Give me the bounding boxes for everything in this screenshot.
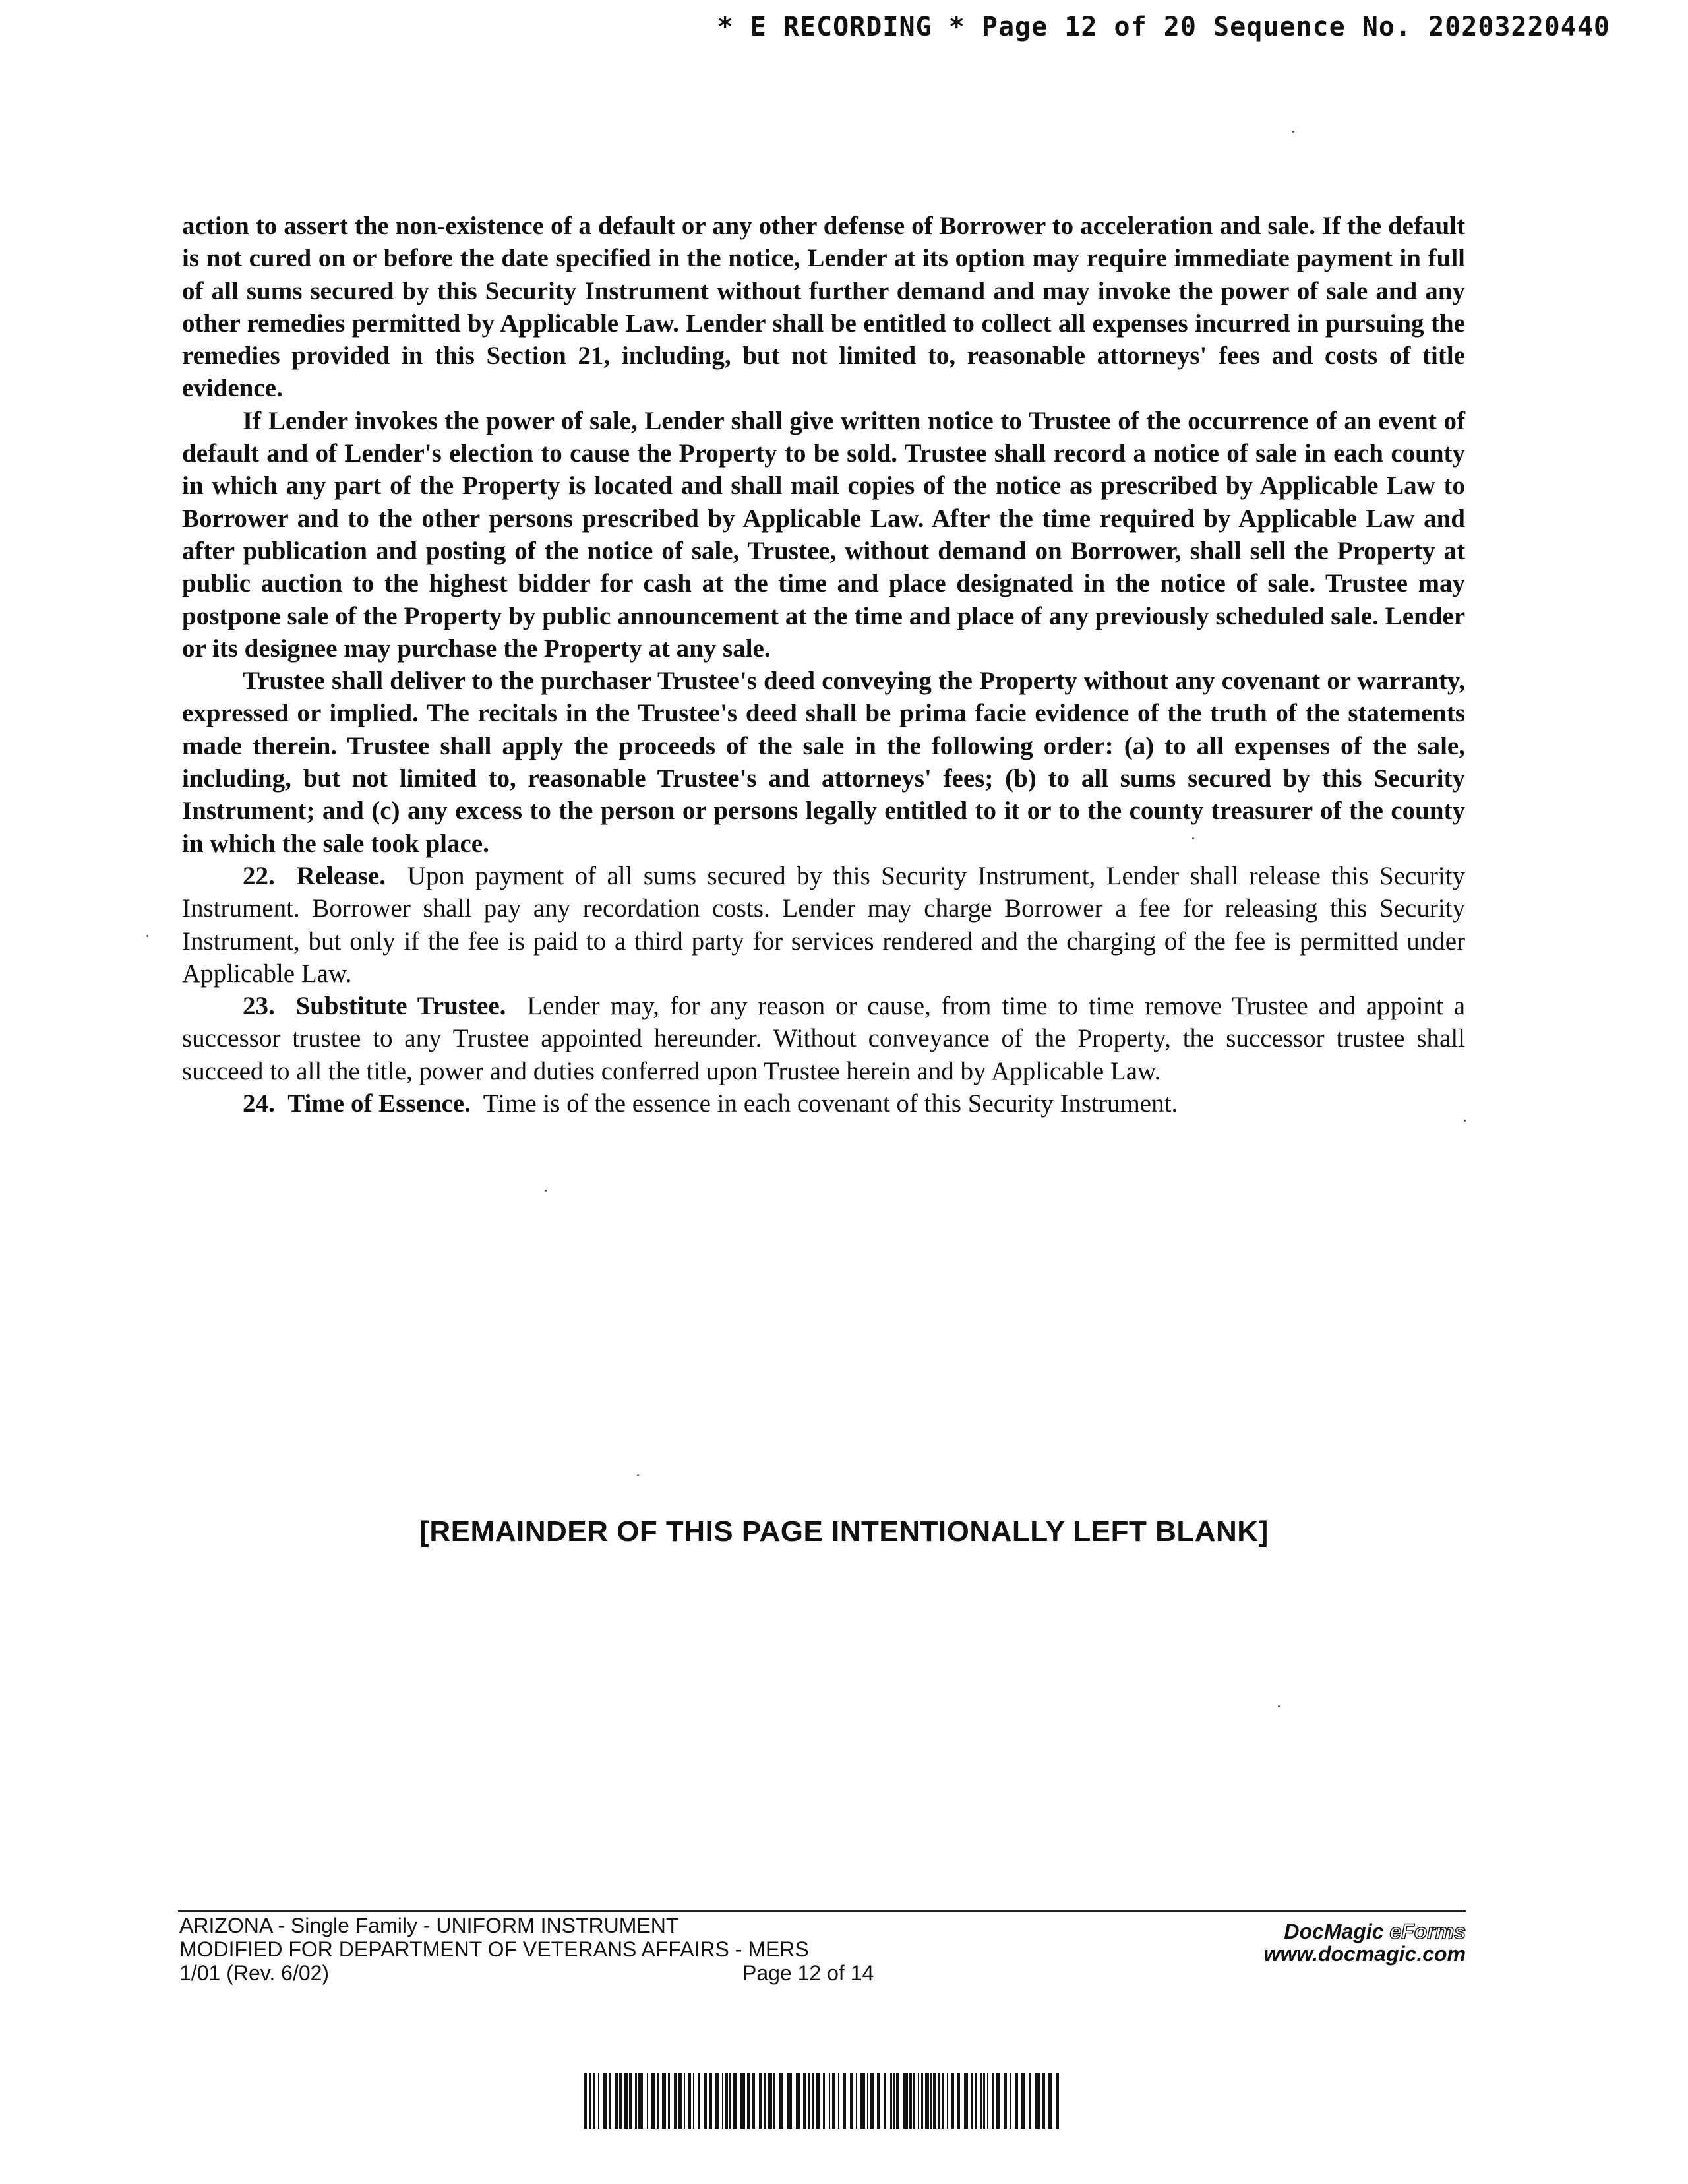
scan-speck — [1292, 131, 1294, 133]
barcode-bar — [668, 2073, 670, 2129]
barcode-bar — [709, 2073, 712, 2129]
brand-name: DocMagic — [1284, 1920, 1384, 1943]
scan-speck — [146, 935, 148, 937]
barcode-bar — [971, 2073, 973, 2129]
barcode-bar — [933, 2073, 936, 2129]
barcode-bar — [715, 2073, 719, 2129]
barcode-bar — [983, 2073, 985, 2129]
scan-speck — [1464, 1120, 1466, 1122]
barcode-bar — [921, 2073, 923, 2129]
barcode-bar — [832, 2073, 835, 2129]
barcode-bar — [796, 2073, 800, 2129]
recording-header: * E RECORDING * Page 12 of 20 Sequence No. 20203220440 — [717, 12, 1610, 42]
barcode-bar — [647, 2073, 648, 2129]
paragraph-acceleration-continued: action to assert the non-existence of a default or any other defense of Borrower to acceleration and sale. If the default is not cured on or before the date specified in the notice, Lender at its option may require immediate payment in full of all sums secured by this Security Instrument without further demand and may invoke the power of sale and any other remedies permitted by Applicable Law. Lender shall be entitled to collect all expenses incurred in pursuing the remedies provided in this Section 21, including, but not limited to, reasonable attorneys' fees and costs of title evidence. — [182, 212, 1465, 403]
barcode-bar — [693, 2073, 694, 2129]
barcode-bar — [870, 2073, 874, 2129]
barcode-bar — [1035, 2073, 1040, 2129]
barcode-bar — [823, 2073, 825, 2129]
brand-url: www.docmagic.com — [1263, 1942, 1466, 1966]
barcode-bar — [722, 2073, 723, 2129]
barcode-bar — [987, 2073, 988, 2129]
section-text: Time is of the essence in each covenant of this Security Instrument. — [483, 1089, 1178, 1118]
barcode-bar — [593, 2073, 595, 2129]
barcode-bar — [603, 2073, 607, 2129]
barcode-bar — [951, 2073, 954, 2129]
barcode-bar — [651, 2073, 655, 2129]
section-22-release — [182, 860, 1465, 990]
barcode-bar — [764, 2073, 766, 2129]
barcode-bar — [698, 2073, 700, 2129]
barcode-bar — [808, 2073, 810, 2129]
section-title: Time of Essence. — [287, 1089, 471, 1118]
barcode-bar — [903, 2073, 908, 2129]
scan-speck — [637, 1474, 639, 1476]
barcode-bar — [913, 2073, 915, 2129]
barcode-bar — [947, 2073, 948, 2129]
barcode-bar — [980, 2073, 982, 2129]
section-text: Upon payment of all sums secured by this Security Instrument, Lender shall release this Security Instrument. Borrower shall pay any recordation costs. Lender may charge Borrower a fee for releasing this Security Instrument, but only if the fee is paid to a third party for services rendered and the charging of the fee is permitted under Applicable Law. — [182, 861, 1466, 988]
barcode-bar — [860, 2073, 865, 2129]
brand-logo — [1264, 1920, 1466, 1943]
barcode-bar — [638, 2073, 643, 2129]
barcode-bar — [867, 2073, 868, 2129]
barcode-bar — [838, 2073, 839, 2129]
barcode-bar — [942, 2073, 944, 2129]
barcode-bar — [1010, 2073, 1011, 2129]
barcode-bar — [615, 2073, 618, 2129]
footer-form-info — [179, 1914, 809, 1985]
barcode-bar — [896, 2073, 899, 2129]
barcode-bar — [992, 2073, 994, 2129]
barcode-bar — [803, 2073, 806, 2129]
barcode-bar — [996, 2073, 1000, 2129]
barcode-bar — [740, 2073, 745, 2129]
barcode-bar — [957, 2073, 960, 2129]
barcode-bar — [925, 2073, 929, 2129]
barcode-bar — [1042, 2073, 1045, 2129]
document-body — [182, 210, 1465, 1120]
barcode-bar — [688, 2073, 691, 2129]
barcode-bar — [964, 2073, 968, 2129]
section-number: 23. — [243, 992, 275, 1021]
paragraph-power-of-sale: If Lender invokes the power of sale, Lender shall give written notice to Trustee of the occurrence of an event of default and of Lender's election to cause the Property to be sold. Trustee shall record a notice of sale in each county in which any part of the Property is located and shall mail copies of the notice as prescribed by Applicable Law to Borrower and to the other persons prescribed by Applicable Law. After the time required by Applicable Law and after publication and posting of the notice of sale, Trustee, without demand on Borrower, shall sell the Property at public auction to the highest bidder for cash at the time and place designated in the notice of sale. Trustee may postpone sale of the Property by public announcement at the time and place of any previously scheduled sale. Lender or its designee may purchase the Property at any sale. — [182, 406, 1465, 663]
scan-speck — [1278, 1705, 1280, 1707]
barcode-bar — [843, 2073, 846, 2129]
barcode-bar — [678, 2073, 682, 2129]
paragraph-trustee-deed: Trustee shall deliver to the purchaser Trustee's deed conveying the Property without any covenant or warranty, expressed or implied. The recitals in the Trustee's deed shall be prima facie evidence of the truth of the statements made therein. Trustee shall apply the proceeds of the sale in the following order: (a) to all expenses of the sale, including, but not limited to, reasonable Trustee's and attorneys' fees; (b) to all sums secured by this Security Instrument; and (c) any excess to the person or persons legally entitled to it or to the county treasurer of the county in which the sale took place. — [182, 667, 1465, 858]
section-24-time-of-essence — [182, 1087, 1465, 1120]
barcode-bar — [1021, 2073, 1025, 2129]
barcode-bar — [1015, 2073, 1018, 2129]
barcode-bar — [930, 2073, 932, 2129]
barcode-bar — [752, 2073, 755, 2129]
barcode-bar — [787, 2073, 792, 2129]
footer-line-1: ARIZONA - Single Family - UNIFORM INSTRUMENT — [179, 1914, 679, 1937]
barcode-bar — [619, 2073, 622, 2129]
barcode-bar — [893, 2073, 895, 2129]
barcode-bar — [768, 2073, 772, 2129]
scan-speck — [545, 1190, 547, 1192]
barcode-bar — [890, 2073, 892, 2129]
barcode-bar — [938, 2073, 940, 2129]
barcode-bar — [635, 2073, 637, 2129]
barcode-bar — [684, 2073, 685, 2129]
barcode-bar — [584, 2073, 587, 2129]
section-title: Substitute Trustee. — [295, 992, 506, 1021]
barcode-bar — [624, 2073, 628, 2129]
barcode-bar — [674, 2073, 677, 2129]
barcode-bar — [589, 2073, 591, 2129]
barcode-bar — [759, 2073, 762, 2129]
barcode-bar — [704, 2073, 707, 2129]
section-text: Lender may, for any reason or cause, from time to time remove Trustee and appoint a successor trustee to any Trustee appointed hereunder. Without conveyance of the Property, the successor trustee shall succeed to all the title, power and duties conferred upon Trustee herein and by Applicable Law. — [182, 992, 1466, 1085]
barcode-bar — [773, 2073, 775, 2129]
barcode-bar — [816, 2073, 820, 2129]
brand-eforms: eForms — [1389, 1920, 1466, 1943]
section-number: 22. — [243, 861, 275, 890]
barcode-bar — [729, 2073, 731, 2129]
barcode-bar — [829, 2073, 830, 2129]
barcode-bar — [1056, 2073, 1059, 2129]
barcode-bar — [725, 2073, 728, 2129]
footer-brand — [1264, 1920, 1466, 1965]
barcode-bar — [975, 2073, 977, 2129]
barcode-bar — [1004, 2073, 1007, 2129]
section-title: Release. — [296, 861, 386, 890]
barcode-image — [584, 2073, 1059, 2129]
remainder-blank-notice: [REMAINDER OF THIS PAGE INTENTIONALLY LEFT BLANK] — [419, 1515, 1269, 1548]
barcode-bar — [877, 2073, 880, 2129]
barcode-bar — [779, 2073, 783, 2129]
barcode-bar — [884, 2073, 886, 2129]
barcode-bar — [629, 2073, 632, 2129]
barcode-bar — [598, 2073, 599, 2129]
barcode-bar — [609, 2073, 611, 2129]
barcode-bar — [918, 2073, 919, 2129]
footer-line-2: MODIFIED FOR DEPARTMENT OF VETERANS AFFAIRS - MERS — [179, 1937, 809, 1961]
barcode-bar — [850, 2073, 853, 2129]
barcode-bar — [747, 2073, 750, 2129]
footer-divider — [178, 1910, 1466, 1912]
section-number: 24. — [243, 1089, 275, 1118]
footer-page-number: Page 12 of 14 — [742, 1961, 874, 1985]
barcode-bar — [662, 2073, 666, 2129]
barcode-bar — [733, 2073, 737, 2129]
barcode-bar — [1029, 2073, 1031, 2129]
barcode-bar — [812, 2073, 814, 2129]
barcode-bar — [856, 2073, 857, 2129]
scan-speck — [1192, 837, 1194, 839]
footer-line-3: 1/01 (Rev. 6/02) — [179, 1961, 330, 1985]
section-23-substitute-trustee — [182, 990, 1465, 1087]
barcode-bar — [909, 2073, 912, 2129]
barcode-bar — [1048, 2073, 1052, 2129]
barcode-bar — [657, 2073, 659, 2129]
